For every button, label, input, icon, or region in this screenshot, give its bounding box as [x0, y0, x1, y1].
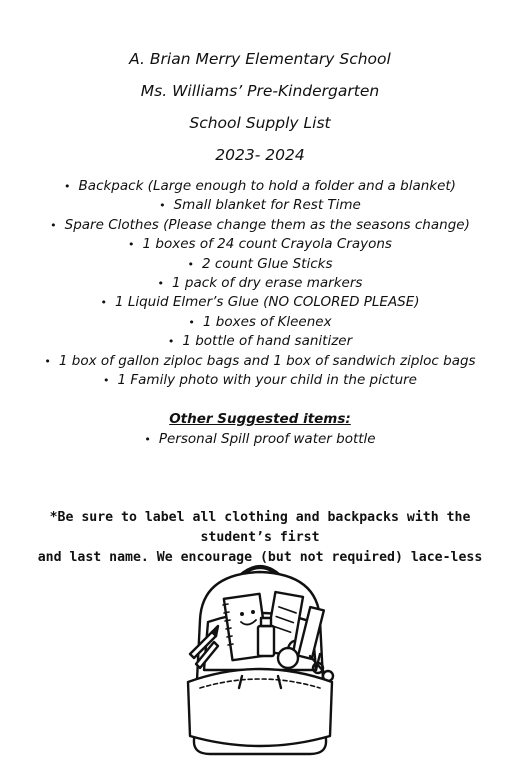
- list-item-text: 1 Liquid Elmer’s Glue (NO COLORED PLEASE): [114, 294, 420, 310]
- list-item: • 1 boxes of Kleenex: [188, 314, 332, 330]
- school-name: A. Brian Merry Elementary School: [129, 50, 391, 68]
- list-item-text: Small blanket for Rest Time: [173, 197, 361, 213]
- list-item: • 1 pack of dry erase markers: [157, 275, 363, 291]
- label-note-line-2: and last name. We encourage (but not required) lace-less: [37, 550, 483, 565]
- list-item-text: 1 Family photo with your child in the picture: [117, 372, 417, 388]
- list-item: • Small blanket for Rest Time: [159, 197, 361, 213]
- list-item-text: Personal Spill proof water bottle: [158, 431, 376, 447]
- list-item: • 1 boxes of 24 count Crayola Crayons: [128, 236, 392, 252]
- list-item-text: 1 box of gallon ziploc bags and 1 box of sandwich ziploc bags: [58, 353, 476, 369]
- other-items-heading: Other Suggested items:: [169, 411, 351, 427]
- list-item-text: 1 boxes of Kleenex: [202, 314, 332, 330]
- list-item-text: 1 bottle of hand sanitizer: [182, 333, 353, 349]
- list-item: • Spare Clothes (Please change them as the seasons change): [50, 217, 470, 233]
- list-item: • 1 box of gallon ziploc bags and 1 box of sandwich ziploc bags: [44, 353, 476, 369]
- list-item: • 1 Family photo with your child in the picture: [103, 372, 417, 388]
- list-item-text: Spare Clothes (Please change them as the seasons change): [64, 217, 470, 233]
- list-item-text: 1 boxes of 24 count Crayola Crayons: [142, 236, 392, 252]
- list-item: • 2 count Glue Sticks: [187, 256, 333, 272]
- school-year: 2023- 2024: [215, 146, 305, 164]
- label-note-line-1: *Be sure to label all clothing and backpacks with the student’s first: [49, 510, 471, 545]
- list-item-text: Backpack (Large enough to hold a folder and a blanket): [78, 178, 456, 194]
- list-item: • Backpack (Large enough to hold a folder and a blanket): [64, 178, 456, 194]
- list-item-text: 2 count Glue Sticks: [201, 256, 333, 272]
- backpack-with-school-supplies-icon: [170, 560, 350, 762]
- list-item: • 1 Liquid Elmer’s Glue (NO COLORED PLEASE): [100, 294, 420, 310]
- list-item: • 1 bottle of hand sanitizer: [167, 333, 353, 349]
- list-item: • Personal Spill proof water bottle: [144, 431, 376, 447]
- list-title: School Supply List: [189, 114, 331, 132]
- list-item-text: 1 pack of dry erase markers: [172, 275, 363, 291]
- class-name: Ms. Williams’ Pre-Kindergarten: [140, 82, 380, 100]
